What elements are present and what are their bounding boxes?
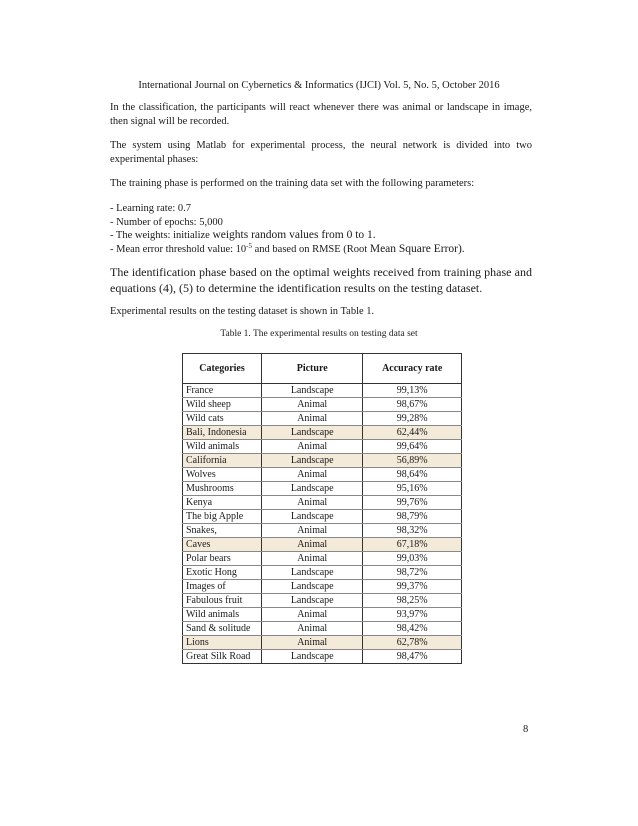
cell-picture: Animal — [261, 608, 362, 622]
table-row — [183, 426, 462, 440]
param-threshold — [110, 243, 532, 257]
param-threshold-exponent: -5 — [246, 241, 253, 250]
param-epochs: - Number of epochs: 5,000 — [110, 216, 223, 228]
cell-accuracy: 99,76% — [363, 496, 462, 510]
table-row — [183, 552, 462, 566]
cell-accuracy: 95,16% — [363, 482, 462, 496]
cell-picture: Animal — [261, 412, 362, 426]
cell-category: Kenya — [183, 496, 262, 510]
param-threshold-prefix: - Mean error threshold value: 10 — [110, 243, 247, 255]
table-row — [183, 608, 462, 622]
paragraph-system: The system using Matlab for experimental process, the neural network is divided into two experimental phases: — [110, 140, 532, 165]
journal-header: International Journal on Cybernetics & Informatics (IJCI) Vol. 5, No. 5, October 2016 — [138, 80, 500, 91]
cell-accuracy: 98,32% — [363, 524, 462, 538]
cell-accuracy: 98,25% — [363, 594, 462, 608]
cell-accuracy: 67,18% — [363, 538, 462, 552]
param-weights — [110, 229, 532, 243]
cell-category: Snakes, — [183, 524, 262, 538]
cell-picture: Animal — [261, 468, 362, 482]
table-caption: Table 1. The experimental results on testing data set — [220, 329, 418, 339]
cell-category: Wild animals — [183, 608, 262, 622]
cell-accuracy: 56,89% — [363, 454, 462, 468]
cell-accuracy: 99,28% — [363, 412, 462, 426]
table-row — [183, 384, 462, 398]
cell-category: Lions — [183, 636, 262, 650]
cell-category: Great Silk Road — [183, 650, 262, 664]
table-row — [183, 622, 462, 636]
table-row — [183, 482, 462, 496]
training-parameters-list — [110, 202, 532, 256]
cell-picture: Landscape — [261, 650, 362, 664]
paragraph-results-intro: Experimental results on the testing dataset is shown in Table 1. — [110, 306, 375, 317]
cell-category: Mushrooms — [183, 482, 262, 496]
cell-picture: Animal — [261, 622, 362, 636]
cell-category: Wild sheep — [183, 398, 262, 412]
param-learning-rate: - Learning rate: 0.7 — [110, 203, 192, 214]
cell-picture: Landscape — [261, 384, 362, 398]
paragraph-identification-phase: The identification phase based on the optimal weights received from training phase and equations (4), (5) to determine the identification results on the testing dataset. — [110, 265, 532, 295]
table-row — [183, 580, 462, 594]
table-row — [183, 496, 462, 510]
column-header-picture: Picture — [261, 354, 362, 384]
table-row — [183, 524, 462, 538]
table-body — [183, 384, 462, 664]
cell-picture: Landscape — [261, 594, 362, 608]
param-weights-rest: weights random values from 0 to 1. — [212, 229, 376, 241]
table-row — [183, 538, 462, 552]
cell-category: Caves — [183, 538, 262, 552]
param-threshold-rest: Mean Square Error). — [369, 242, 465, 255]
table-row — [183, 468, 462, 482]
cell-picture: Animal — [261, 538, 362, 552]
cell-picture: Landscape — [261, 482, 362, 496]
cell-category: Wild cats — [183, 412, 262, 426]
cell-category: Wild animals — [183, 440, 262, 454]
table-row — [183, 412, 462, 426]
table-row — [183, 650, 462, 664]
cell-category: Bali, Indonesia — [183, 426, 262, 440]
cell-accuracy: 99,13% — [363, 384, 462, 398]
cell-picture: Landscape — [261, 580, 362, 594]
table-row — [183, 594, 462, 608]
cell-category: Fabulous fruit — [183, 594, 262, 608]
cell-picture: Landscape — [261, 426, 362, 440]
cell-category: Wolves — [183, 468, 262, 482]
cell-picture: Landscape — [261, 510, 362, 524]
table-row — [183, 566, 462, 580]
cell-category: Sand & solitude — [183, 622, 262, 636]
cell-picture: Animal — [261, 496, 362, 510]
table-row — [183, 454, 462, 468]
cell-category: Images of — [183, 580, 262, 594]
cell-accuracy: 98,67% — [363, 398, 462, 412]
cell-picture: Animal — [261, 636, 362, 650]
cell-accuracy: 98,72% — [363, 566, 462, 580]
cell-picture: Landscape — [261, 454, 362, 468]
cell-picture: Landscape — [261, 566, 362, 580]
cell-accuracy: 98,79% — [363, 510, 462, 524]
cell-accuracy: 62,44% — [363, 426, 462, 440]
table-header-row — [183, 354, 462, 384]
cell-category: Exotic Hong — [183, 566, 262, 580]
table-row — [183, 510, 462, 524]
results-table — [182, 353, 462, 664]
cell-picture: Animal — [261, 398, 362, 412]
cell-accuracy: 98,64% — [363, 468, 462, 482]
cell-category: France — [183, 384, 262, 398]
param-threshold-mid: and based on RMSE (Root — [252, 243, 370, 255]
cell-category: California — [183, 454, 262, 468]
cell-accuracy: 62,78% — [363, 636, 462, 650]
cell-accuracy: 99,03% — [363, 552, 462, 566]
cell-accuracy: 98,47% — [363, 650, 462, 664]
paragraph-classification: In the classification, the participants will react whenever there was animal or landscape in image, then signal will be recorded. — [110, 102, 532, 127]
param-weights-prefix: - The weights: initialize — [110, 230, 213, 241]
table-row — [183, 440, 462, 454]
table-row — [183, 398, 462, 412]
column-header-accuracy: Accuracy rate — [363, 354, 462, 384]
cell-accuracy: 98,42% — [363, 622, 462, 636]
cell-category: Polar bears — [183, 552, 262, 566]
column-header-categories: Categories — [183, 354, 262, 384]
paragraph-training-phase: The training phase is performed on the training data set with the following parameters: — [110, 178, 475, 189]
cell-accuracy: 93,97% — [363, 608, 462, 622]
cell-category: The big Apple — [183, 510, 262, 524]
cell-picture: Animal — [261, 440, 362, 454]
page-number: 8 — [523, 724, 529, 735]
cell-picture: Animal — [261, 552, 362, 566]
cell-accuracy: 99,64% — [363, 440, 462, 454]
cell-accuracy: 99,37% — [363, 580, 462, 594]
cell-picture: Animal — [261, 524, 362, 538]
table-row — [183, 636, 462, 650]
